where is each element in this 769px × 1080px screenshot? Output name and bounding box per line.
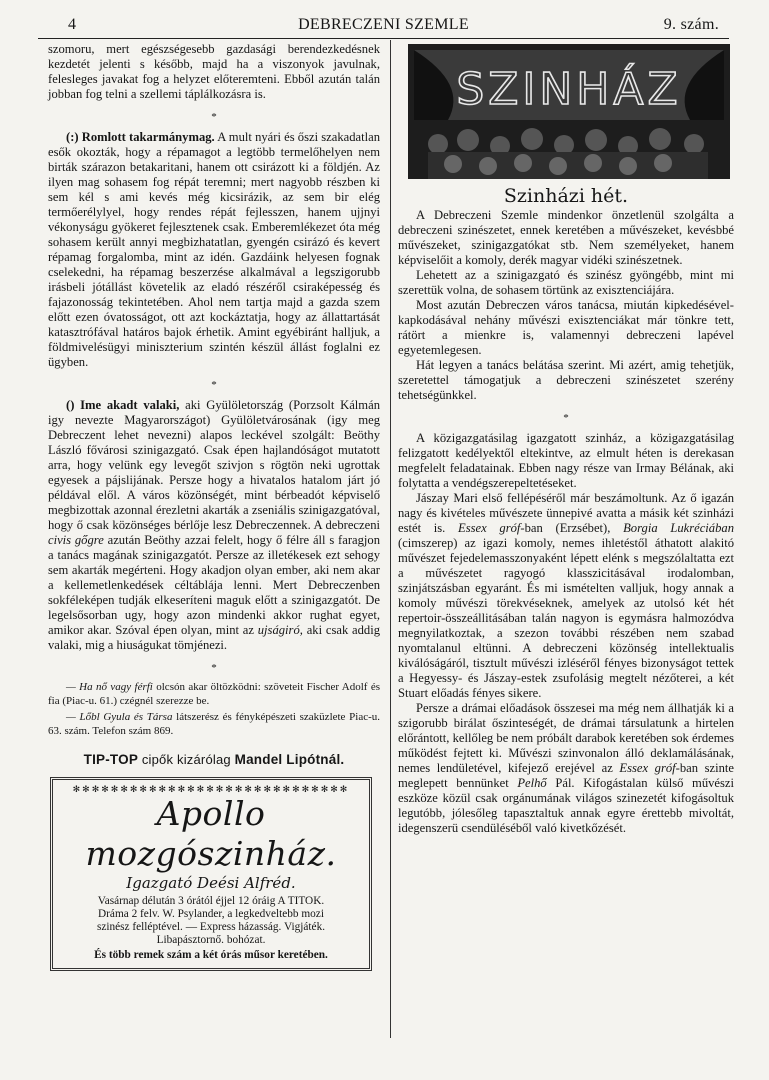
header-rule [38,38,729,39]
paragraph: Most azután Debreczen város tanácsa, miután kipkedésével-kapkodásával nehány művészi exisztenciákat már tönkre tett, rátört a mienkre is, valamennyi debreczeni lapével egyetemlegesen. [398,298,734,357]
notice-lobl-lead: — Lőbl Gyula és Társa [66,711,173,723]
separator-star: * [563,412,569,424]
text: Persze a drámai előadások összesei ma még nem állhatják ki a szigorubb birálat őszinteségét, de drámai társulatunk a hirtelen előrántott, kellőleg be nem próbált darabok keretében sok érdemes működést fejtett ki. Művészi szinvonalon álló deklamálásának, nemes lendületével, kifejező erejével az [398,701,734,775]
ad-line: szinész felléptével. — Express házasság. Vigjáték. [96,921,326,933]
article-romlott-lead: (:) Romlott takarmánymag. [66,130,215,144]
notices [48,681,380,738]
paragraph [398,491,734,701]
article-ime-emphasis: civis gőgre [48,533,104,547]
issue-number: 9. szám. [663,16,719,33]
text: (cimszerep) az igazi komoly, nemes ihletéstől áthatott alakitó művészet fejedelemasszonyaként lépett elénk s megszólaltatta ezt a művészetet ragyogó klasszicitásával irodalomban, szinjátszásban egyaránt. És mi ismételten valljuk, hogy annak a komoly művészi törekvéseknek, amelyek az utolsó két hét repertoir-összeállitásában talán nagyon is egymásra halmozódva megnyilatkoztak, a szezon további részében nem szabad nyomtalanul eltünni. A debreczeni közönség intellektualis kiválóságáról, tisztult művészi izléséről fényes bizonyságot tettek a Hegyessy- és Jászay-estek zsufolásig megtelt nézőterei, a két Stuart előadás fényes sikere. [398,536,734,700]
right-column [398,42,734,836]
article-ime-body: azután Beöthy azzai felelt, hogy ő félre áll s faragjon a tanács magának szinigazgatót. Persze az illetékesek ezt sehogy sem akarták megérteni. Hogy akadjon olyan ember, aki nem akar a kellemetlenkedések céltáblája lenni. Mert Debreczenben sokféleképen tudják elkeseríteni maguk előtt a szinigazgatót. De legelsősorban ugy, hogy azon mindenki akkor rughat egyet, amikor akar. Szóval épen olyan, mint az [48,533,381,637]
notice-lobl [48,711,380,738]
article-romlott [48,130,380,370]
ad-title: Apollo mozgószinház. [85,794,337,873]
page-number: 4 [68,16,77,33]
ad-line: Libapásztornő. bohózat. [156,934,266,946]
play-title: Essex gróf [619,761,676,775]
paragraph: Hát legyen a tanács belátása szerint. Mi azért, amig tehetjük, szeretettel támogatjuk a debreczeni szinészetet szerény tehetségünkkel. [398,358,734,402]
notice-fischer [48,681,380,708]
notice-fischer-lead: — Ha nő vagy férfi [66,681,153,693]
page-header [38,14,729,38]
paragraph: Lehetett az a szinigazgató és szinész gyöngébb, mint mi szerettük volna, de sohasem törtünk az exisztenciájára. [398,268,734,297]
ad-line: Vasárnap délután 3 órától éjjel 12 óráig A TITOK. [97,895,325,907]
ad-director: Igazgató Deési Alfréd. [126,874,296,892]
text: Jászay Mari első fellépéséről már beszámoltunk. Az ő igazán nagy és kivételes művészete ünnepivé avatta a másik két szinházi estét is. [398,491,734,535]
ad-star-border: ✻✻✻✻✻✻✻✻✻✻✻✻✻✻✻✻✻✻✻✻✻✻✻✻✻✻✻✻✻ [72,784,350,794]
tiptop-brand: TIP-TOP [83,752,139,767]
play-title: Borgia Lukréciában [623,521,734,535]
actor-name: Pelhő [517,776,547,790]
apollo-cinema-ad [50,777,372,971]
ad-line: És több remek szám a két órás műsor keretében. [94,949,328,961]
paragraph: A közigazgatásilag igazgatott szinház, a közigazgatásilag felizgatott kedélyektől eltekintve, az elmult héten is derekasan megfelelt feladatainak. Ebben nagy része van Irmay Bélának, aki folytatta a vendégszerepeltetéseket. [398,431,734,490]
article-romlott-body: A mult nyári és őszi szakadatlan esők okozták, hogy a répamagot a legtöbb termelőhelyen nem birták szárazon betakaritani, hanem ott csirázott ki a földjén. Az ilyen mag sohasem fog répát teremni; mert nagyobb részben ki sem kél s ami kevés még kicsirázik, az sem bir elég termőerélylyel, hogy rendes répát fejlesszen, hanem ujjnyi vékonyságu gyökeret fejlesztenek csak. Emberemlékezet óta még sohasem került annyi megbizhatatlan, gyengén csirázó és kevert répamag forgalomba, mint az idén. Gazdáink helyesen fognak cselekedni, ha répamag beszerzése alkalmával a legszigorubb irásbeli jótállást követelik az eladó részéről csiraképesség és fajazonosság tekintetében. Ahol nem tartja majd a gazda szem előtt ezen óvatosságot, ott azt kockáztatja, hogy az állattartását katasztrófával határos bajok érhetik. Amint egyébiránt halljuk, a földmivelésügyi miniszterium szintén készül állást foglalni ez ügyben. [48,130,380,369]
article-ime-lead: () Ime akadt valaki, [66,398,180,412]
notice-lobl-body: látszerész és fényképészeti szaküzlete Piac-u. 63. szám. Telefon szám 869. [48,711,380,737]
column-divider [390,40,391,1038]
intro-paragraph: szomoru, mert egészségesebb gazdasági berendezkedésnek kezdetét jelenti s később, majd ha a viszonyok javulnak, felesleges javakat fog a helyzet előteremteni. Ebből azután talán jobban fog telni a szellemi táplálkozásra is. [48,42,380,101]
text: -ban szinte meglepett bennünket [398,761,734,790]
separator-star: * [211,379,217,391]
left-column [48,42,380,971]
separator-star: * [211,662,217,674]
ad-line: Dráma 2 felv. W. Psylander, a legkedveltebb mozi [98,908,324,920]
ad-program [59,895,363,962]
paragraph: A Debreczeni Szemle mindenkor önzetlenül szolgálta a debreczeni szinészetet, ennek keretében a művészeket, kevésbbé művészeket, szinigazgatókat stb. Nem személyeket, hanem képviselőit a komoly, derék magyar vidéki szinészetnek. [398,208,734,267]
tiptop-ad [48,752,380,767]
separator-star: * [211,111,217,123]
text: Pál. Kifogástalan külső művészi eszköze közül csak orgánumának világos szinezetét kifogásoltuk legutóbb, jólesőleg tapasztaltuk annak egyre érettebb mivoltát, idegenszerü csendüléséből való kivetkőzését. [398,776,735,835]
tiptop-shop: Mandel Lipótnál. [234,752,345,767]
section-subtitle: Szinházi hét. [503,185,629,207]
banner-title: SZINHÁZ [456,64,682,115]
tiptop-text: cipők kizárólag [141,752,231,767]
text: -ban (Erzsébet), [520,521,611,535]
article-ime-emphasis: ujságiró, [257,623,303,637]
article-ime-body: aki Gyülöletország (Porzsolt Kálmán igy nevezte Magyarországot) Gyülöletvárosának (igy meg Debreczent lehet nevezni) alapos leckével szolgált: Beöthy László fővárosi szinigazgató. Csak épen hajlandóságot mutatott arra, hogy velünk egy levegőt szivjon s rögtön neki ugrottak egyesek a pájslijának. Persze hogy a hivatalos hatalom járt jó példával elől. A város közönségét, mint bérbeadót képviselő megbizottak azonnal érezletni akarták a zseniális szinigazgatóval, hogy ő csak közönséges bérlője lesz Debreczennek. A debreczeni [48,398,380,532]
play-title: Essex gróf [458,521,521,535]
publication-title: DEBRECZENI SZEMLE [298,16,469,33]
theatre-banner [408,44,730,179]
theatre-illustration [408,44,730,179]
paragraph [398,701,734,836]
article-ime [48,398,380,653]
notice-fischer-body: olcsón akar öltözködni: szöveteit Fischer Adolf és fia (Piac-u. 61.) czégnél szerezze be. [48,681,381,707]
article-ime-body: aki csak addig valaki, mig a hiuságukat tömjénezi. [48,623,380,652]
